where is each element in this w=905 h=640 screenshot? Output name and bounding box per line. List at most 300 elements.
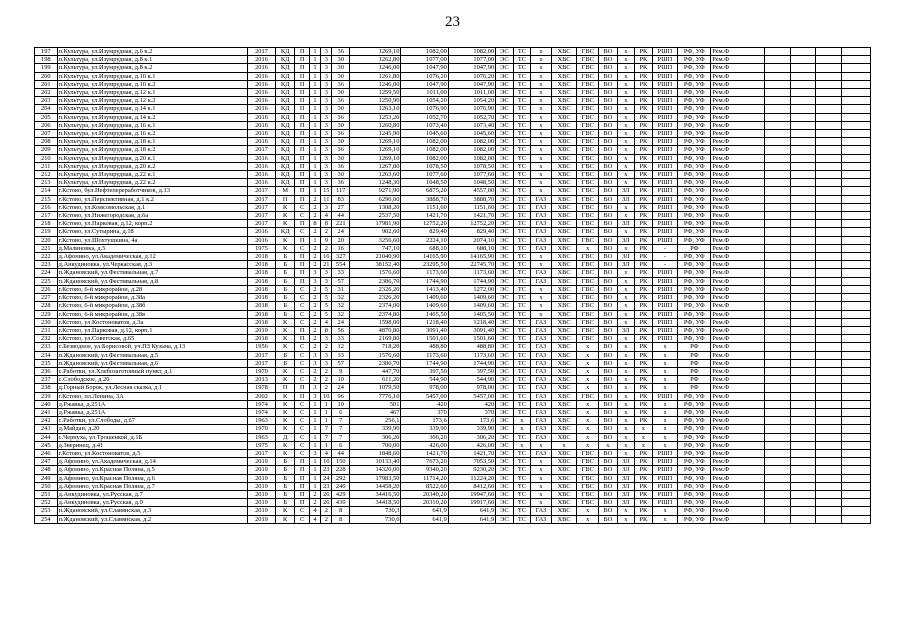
table-cell: К: [275, 244, 295, 252]
table-cell: 2: [309, 326, 320, 334]
table-cell: ЭС: [496, 384, 514, 392]
table-cell: РК: [635, 146, 653, 154]
table-cell: ЭС: [496, 458, 514, 466]
table-cell-empty: [790, 335, 816, 343]
table-row: [35, 351, 871, 359]
table-cell: д.Майдан, д.20: [57, 425, 247, 433]
table-cell: РК: [635, 384, 653, 392]
table-cell: 1047,90: [401, 80, 448, 88]
table-cell: ВО: [599, 294, 618, 302]
table-cell: РФ, УФ: [678, 179, 711, 187]
table-cell: ЭС: [496, 499, 514, 507]
table-cell: 747,10: [349, 244, 400, 252]
table-cell: КД: [275, 97, 295, 105]
table-cell: -: [652, 244, 678, 252]
table-cell: 241: [35, 408, 58, 416]
table-cell: П: [295, 220, 309, 228]
table-cell: ГАЗ: [531, 236, 552, 244]
table-cell: х: [531, 56, 552, 64]
table-cell: ТС: [513, 97, 531, 105]
table-cell: С: [295, 318, 309, 326]
table-cell: П: [295, 80, 309, 88]
table-cell: 197: [35, 48, 58, 56]
table-cell: РК: [635, 121, 653, 129]
table-cell: ЭС: [496, 195, 514, 203]
table-cell: 1405,50: [448, 310, 495, 318]
table-cell: 1501,60: [448, 335, 495, 343]
table-row: [35, 310, 871, 318]
table-cell: 1076,90: [401, 105, 448, 113]
table-cell: ВО: [599, 203, 618, 211]
table-row: [35, 490, 871, 498]
table-cell: 978,00: [401, 384, 448, 392]
table-cell: ВО: [599, 56, 618, 64]
table-cell: 4: [321, 318, 332, 326]
table-cell: х: [531, 113, 552, 121]
table-cell: 1173,60: [448, 269, 495, 277]
table-cell: ТС: [513, 376, 531, 384]
table-cell: 2018: [248, 294, 276, 302]
table-cell: 57: [332, 359, 350, 367]
table-cell: х: [617, 343, 635, 351]
table-cell-empty: [816, 80, 842, 88]
table-cell: х: [531, 261, 552, 269]
table-cell: 6: [332, 408, 350, 416]
table-cell-empty: [816, 72, 842, 80]
table-cell: ВО: [599, 490, 618, 498]
table-cell: 232: [35, 335, 58, 343]
table-cell: Рем.Ф: [711, 179, 765, 187]
table-cell: д.Афонино, ул.Красная Поляна, д.6: [57, 474, 247, 482]
table-cell: ХВС: [551, 458, 577, 466]
table-cell: ЭС: [496, 302, 514, 310]
table-cell: 2017: [248, 195, 276, 203]
table-cell: С: [295, 367, 309, 375]
table-cell-empty: [790, 121, 816, 129]
table-cell: ГВС: [577, 179, 599, 187]
table-cell: 1073,40: [448, 121, 495, 129]
table-cell: 3: [309, 269, 320, 277]
table-cell: 17983,50: [349, 474, 400, 482]
table-cell: 227: [35, 294, 58, 302]
table-cell: 1409,60: [448, 294, 495, 302]
table-cell: РФ, УФ: [678, 97, 711, 105]
table-cell: 150: [332, 458, 350, 466]
table-cell: 8: [321, 220, 332, 228]
table-cell-empty: [816, 146, 842, 154]
table-cell: РК: [635, 482, 653, 490]
table-cell: х: [617, 244, 635, 252]
table-cell: 21: [321, 261, 332, 269]
table-cell: 219: [35, 228, 58, 236]
table-cell-empty: [764, 499, 790, 507]
table-cell-empty: [842, 97, 871, 105]
table-cell: 33: [332, 351, 350, 359]
table-row: [35, 253, 871, 261]
table-cell: ХВС: [551, 499, 577, 507]
table-cell: 3: [321, 335, 332, 343]
table-cell: х: [577, 343, 599, 351]
table-cell: 30: [332, 171, 350, 179]
table-cell: 198: [35, 56, 58, 64]
table-cell: 2: [309, 318, 320, 326]
table-cell: РК: [635, 228, 653, 236]
table-cell: С: [295, 417, 309, 425]
table-cell: Рем.Ф: [711, 376, 765, 384]
table-cell-empty: [816, 105, 842, 113]
table-cell-empty: [764, 220, 790, 228]
table-cell-empty: [764, 121, 790, 129]
table-cell: 240: [35, 400, 58, 408]
table-cell: ГВС: [577, 466, 599, 474]
table-cell: ТС: [513, 507, 531, 515]
table-cell: ТС: [513, 130, 531, 138]
table-cell: х: [531, 458, 552, 466]
table-row: [35, 236, 871, 244]
table-cell: 19917,60: [448, 499, 495, 507]
table-cell: х: [531, 482, 552, 490]
table-cell: 2374,00: [349, 302, 400, 310]
table-cell: Рем.Ф: [711, 499, 765, 507]
table-cell: д.Малиновка, д.5: [57, 244, 247, 252]
table-cell-empty: [790, 171, 816, 179]
table-cell: 17981,90: [349, 220, 400, 228]
table-cell: КД: [275, 105, 295, 113]
table-cell: 339,90: [349, 425, 400, 433]
table-cell: 2: [321, 367, 332, 375]
table-cell-empty: [764, 48, 790, 56]
table-cell: Б: [275, 294, 295, 302]
table-cell: х: [635, 433, 653, 441]
table-cell: РШП: [652, 162, 678, 170]
table-cell: 2: [309, 367, 320, 375]
table-cell: П: [295, 253, 309, 261]
table-cell: 978,00: [448, 384, 495, 392]
table-cell: П: [295, 179, 309, 187]
table-cell: Рем.Ф: [711, 482, 765, 490]
table-cell: 2017: [248, 48, 276, 56]
table-cell-empty: [842, 310, 871, 318]
table-cell: 4870,80: [349, 326, 400, 334]
table-cell: 252: [35, 499, 58, 507]
table-cell: С: [295, 343, 309, 351]
table-cell: ГВС: [577, 212, 599, 220]
table-cell: Рем.Ф: [711, 113, 765, 121]
table-cell: 1: [309, 474, 320, 482]
table-cell: 3: [321, 80, 332, 88]
table-cell: РФ, УФ: [678, 482, 711, 490]
table-cell: 488,80: [401, 343, 448, 351]
table-cell-empty: [842, 433, 871, 441]
table-cell: х: [617, 277, 635, 285]
table-cell: С: [295, 294, 309, 302]
table-cell-empty: [790, 80, 816, 88]
table-row: [35, 285, 871, 293]
table-cell-empty: [790, 294, 816, 302]
table-cell: ГАЗ: [531, 392, 552, 400]
table-cell: РШП: [652, 80, 678, 88]
table-cell: ХВС: [551, 490, 577, 498]
table-cell: х: [531, 294, 552, 302]
table-cell-empty: [764, 261, 790, 269]
table-cell: ТС: [513, 408, 531, 416]
table-cell: х: [599, 441, 618, 449]
table-cell: РК: [635, 105, 653, 113]
table-cell: РК: [635, 466, 653, 474]
table-cell: 3: [321, 351, 332, 359]
table-row: [35, 335, 871, 343]
table-cell: К: [275, 408, 295, 416]
table-row: [35, 244, 871, 252]
table-cell-empty: [764, 482, 790, 490]
table-cell: 6290,00: [349, 195, 400, 203]
table-cell: х: [531, 490, 552, 498]
table-cell: 2016: [248, 121, 276, 129]
table-row: [35, 499, 871, 507]
table-cell: 221: [332, 220, 350, 228]
table-cell: ГВС: [577, 195, 599, 203]
table-cell-empty: [790, 400, 816, 408]
table-cell: 1078,50: [448, 162, 495, 170]
table-cell: 1598,00: [349, 318, 400, 326]
table-cell-empty: [790, 466, 816, 474]
table-cell: п.Культура, ул.Изумрудная, д.18 к.2: [57, 146, 247, 154]
table-cell: РШП: [652, 326, 678, 334]
table-cell: ТС: [513, 466, 531, 474]
table-cell: 544,90: [401, 376, 448, 384]
table-cell-empty: [816, 507, 842, 515]
table-cell: 30: [332, 138, 350, 146]
table-cell: 1: [309, 105, 320, 113]
table-cell: ЗЛ: [617, 490, 635, 498]
table-cell-empty: [842, 89, 871, 97]
table-cell: Рем.Ф: [711, 89, 765, 97]
table-cell: ТС: [513, 515, 531, 523]
table-cell: ТС: [513, 318, 531, 326]
table-cell: ЭС: [496, 228, 514, 236]
table-cell: 1248,30: [349, 179, 400, 187]
table-cell: 3: [321, 359, 332, 367]
table-cell: С: [295, 285, 309, 293]
table-cell: 2: [309, 195, 320, 203]
table-cell-empty: [790, 195, 816, 203]
table-cell: ГВС: [577, 154, 599, 162]
table-cell: 3091,40: [448, 326, 495, 334]
table-cell: 30: [332, 105, 350, 113]
table-cell: с.Работки, ул.Слободы, д.67: [57, 417, 247, 425]
table-cell: 242: [35, 417, 58, 425]
table-cell: х: [617, 408, 635, 416]
table-cell-empty: [816, 269, 842, 277]
table-cell: 2017: [248, 351, 276, 359]
table-cell: Рем.Ф: [711, 121, 765, 129]
table-cell: ГВС: [577, 392, 599, 400]
table-cell: 2: [321, 376, 332, 384]
table-cell: ХВС: [551, 466, 577, 474]
table-cell-empty: [842, 203, 871, 211]
table-cell-empty: [842, 146, 871, 154]
table-cell: п.Культура, ул.Изумрудная, д.8 к.1: [57, 56, 247, 64]
table-cell-empty: [764, 507, 790, 515]
table-cell: ГВС: [577, 228, 599, 236]
table-cell: РШП: [652, 499, 678, 507]
table-cell: РК: [635, 490, 653, 498]
table-cell: 2: [309, 244, 320, 252]
table-cell: х: [617, 376, 635, 384]
table-row: [35, 449, 871, 457]
table-cell: ТС: [513, 285, 531, 293]
table-cell-empty: [816, 138, 842, 146]
table-cell: Рем.Ф: [711, 171, 765, 179]
table-cell: 1956: [248, 343, 276, 351]
table-cell: П: [295, 154, 309, 162]
table-cell: г.Кстово, ул.Сутырина, д.18: [57, 228, 247, 236]
table-cell: 56: [332, 326, 350, 334]
table-cell: 2013: [248, 376, 276, 384]
table-cell: 488,80: [448, 343, 495, 351]
table-cell-empty: [842, 261, 871, 269]
table-cell-empty: [790, 515, 816, 523]
table-cell-empty: [764, 376, 790, 384]
table-cell: х: [617, 425, 635, 433]
table-cell: П: [295, 269, 309, 277]
table-cell: 1: [309, 458, 320, 466]
table-cell: ГАЗ: [531, 408, 552, 416]
table-cell: ЭС: [496, 179, 514, 187]
table-cell: ГВС: [577, 318, 599, 326]
table-cell: РШП: [652, 97, 678, 105]
table-cell: Рем.Ф: [711, 195, 765, 203]
table-cell: х: [531, 179, 552, 187]
table-cell: Рем.Ф: [711, 261, 765, 269]
table-cell-empty: [816, 441, 842, 449]
table-cell: РК: [635, 244, 653, 252]
table-cell: х: [551, 441, 577, 449]
table-cell: 1: [309, 179, 320, 187]
table-cell-empty: [790, 187, 816, 195]
table-cell: 26: [321, 490, 332, 498]
table-cell: Б: [275, 359, 295, 367]
table-row: [35, 56, 871, 64]
table-cell: РШП: [652, 318, 678, 326]
table-row: [35, 474, 871, 482]
table-cell-empty: [816, 417, 842, 425]
table-cell: 3: [321, 113, 332, 121]
table-cell: ТС: [513, 171, 531, 179]
table-cell: х: [513, 441, 531, 449]
table-cell: 339,90: [401, 425, 448, 433]
table-cell: 1421,70: [448, 449, 495, 457]
table-cell: РФ, УФ: [678, 195, 711, 203]
table-cell: 1: [309, 408, 320, 416]
table-cell: г.Кстово, ул.Шохтушкина, 4а: [57, 236, 247, 244]
table-cell: ГВС: [577, 203, 599, 211]
table-cell: РФ: [678, 343, 711, 351]
table-cell: 3: [321, 277, 332, 285]
table-cell-empty: [764, 89, 790, 97]
table-cell: РФ, УФ: [678, 302, 711, 310]
table-cell-empty: [790, 138, 816, 146]
table-cell: 1082,00: [401, 146, 448, 154]
table-cell: ЭС: [496, 482, 514, 490]
table-cell: ЭС: [496, 138, 514, 146]
table-cell: х: [577, 367, 599, 375]
table-cell: РФ, УФ: [678, 294, 711, 302]
table-cell: П: [295, 121, 309, 129]
table-cell: ТС: [513, 482, 531, 490]
table-cell: Рем.Ф: [711, 203, 765, 211]
table-cell-empty: [764, 72, 790, 80]
table-cell-empty: [842, 113, 871, 121]
table-cell: РШП: [652, 154, 678, 162]
table-cell: 1576,60: [349, 351, 400, 359]
table-cell: 1173,60: [401, 351, 448, 359]
table-cell: КД: [275, 179, 295, 187]
table-cell-empty: [764, 253, 790, 261]
table-cell: 20310,20: [401, 499, 448, 507]
table-cell: П: [295, 130, 309, 138]
table-cell: ЭС: [496, 515, 514, 523]
table-cell-empty: [764, 146, 790, 154]
table-cell-empty: [842, 253, 871, 261]
table-cell-empty: [842, 277, 871, 285]
table-cell: д.Анкудиновка, ул.Русская, д.9: [57, 499, 247, 507]
table-cell: ГВС: [577, 326, 599, 334]
table-row: [35, 203, 871, 211]
table-cell: С: [295, 515, 309, 523]
table-cell: 688,10: [448, 244, 495, 252]
table-cell: ТС: [513, 253, 531, 261]
table-cell-empty: [816, 236, 842, 244]
table-cell: х: [531, 285, 552, 293]
table-cell: 5: [321, 285, 332, 293]
table-cell-empty: [764, 56, 790, 64]
table-cell: ХВС: [551, 326, 577, 334]
table-cell: 7: [332, 433, 350, 441]
table-cell: ХВС: [551, 408, 577, 416]
table-cell-empty: [842, 154, 871, 162]
table-cell: с.Чернуха, ул.Трошенкой, д.1Б: [57, 433, 247, 441]
table-cell: 1974: [248, 408, 276, 416]
table-cell-empty: [842, 515, 871, 523]
table-cell-empty: [816, 335, 842, 343]
table-cell-empty: [842, 195, 871, 203]
table-cell: ГАЗ: [531, 195, 552, 203]
table-cell-empty: [764, 474, 790, 482]
table-cell: ВО: [599, 171, 618, 179]
table-cell: ЭС: [496, 130, 514, 138]
table-cell: с.Слободское, д.20: [57, 376, 247, 384]
table-cell-empty: [816, 310, 842, 318]
table-cell: Рем.Ф: [711, 359, 765, 367]
table-cell: Рем.Ф: [711, 449, 765, 457]
table-cell: х: [531, 154, 552, 162]
table-cell: ЗЛ: [617, 466, 635, 474]
table-cell: Рем.Ф: [711, 56, 765, 64]
table-cell: 1: [309, 89, 320, 97]
table-cell: х: [617, 441, 635, 449]
table-cell: Б: [275, 351, 295, 359]
table-cell: 2017: [248, 449, 276, 457]
table-cell: РШП: [652, 294, 678, 302]
table-cell: п.Ждановский, ул.Фестивальная, д.7: [57, 269, 247, 277]
table-cell: х: [617, 359, 635, 367]
table-cell: РШП: [652, 195, 678, 203]
table-cell: 1: [309, 187, 320, 195]
table-cell: 14458,20: [349, 482, 400, 490]
table-cell: РФ, УФ: [678, 48, 711, 56]
table-cell: ВО: [599, 212, 618, 220]
